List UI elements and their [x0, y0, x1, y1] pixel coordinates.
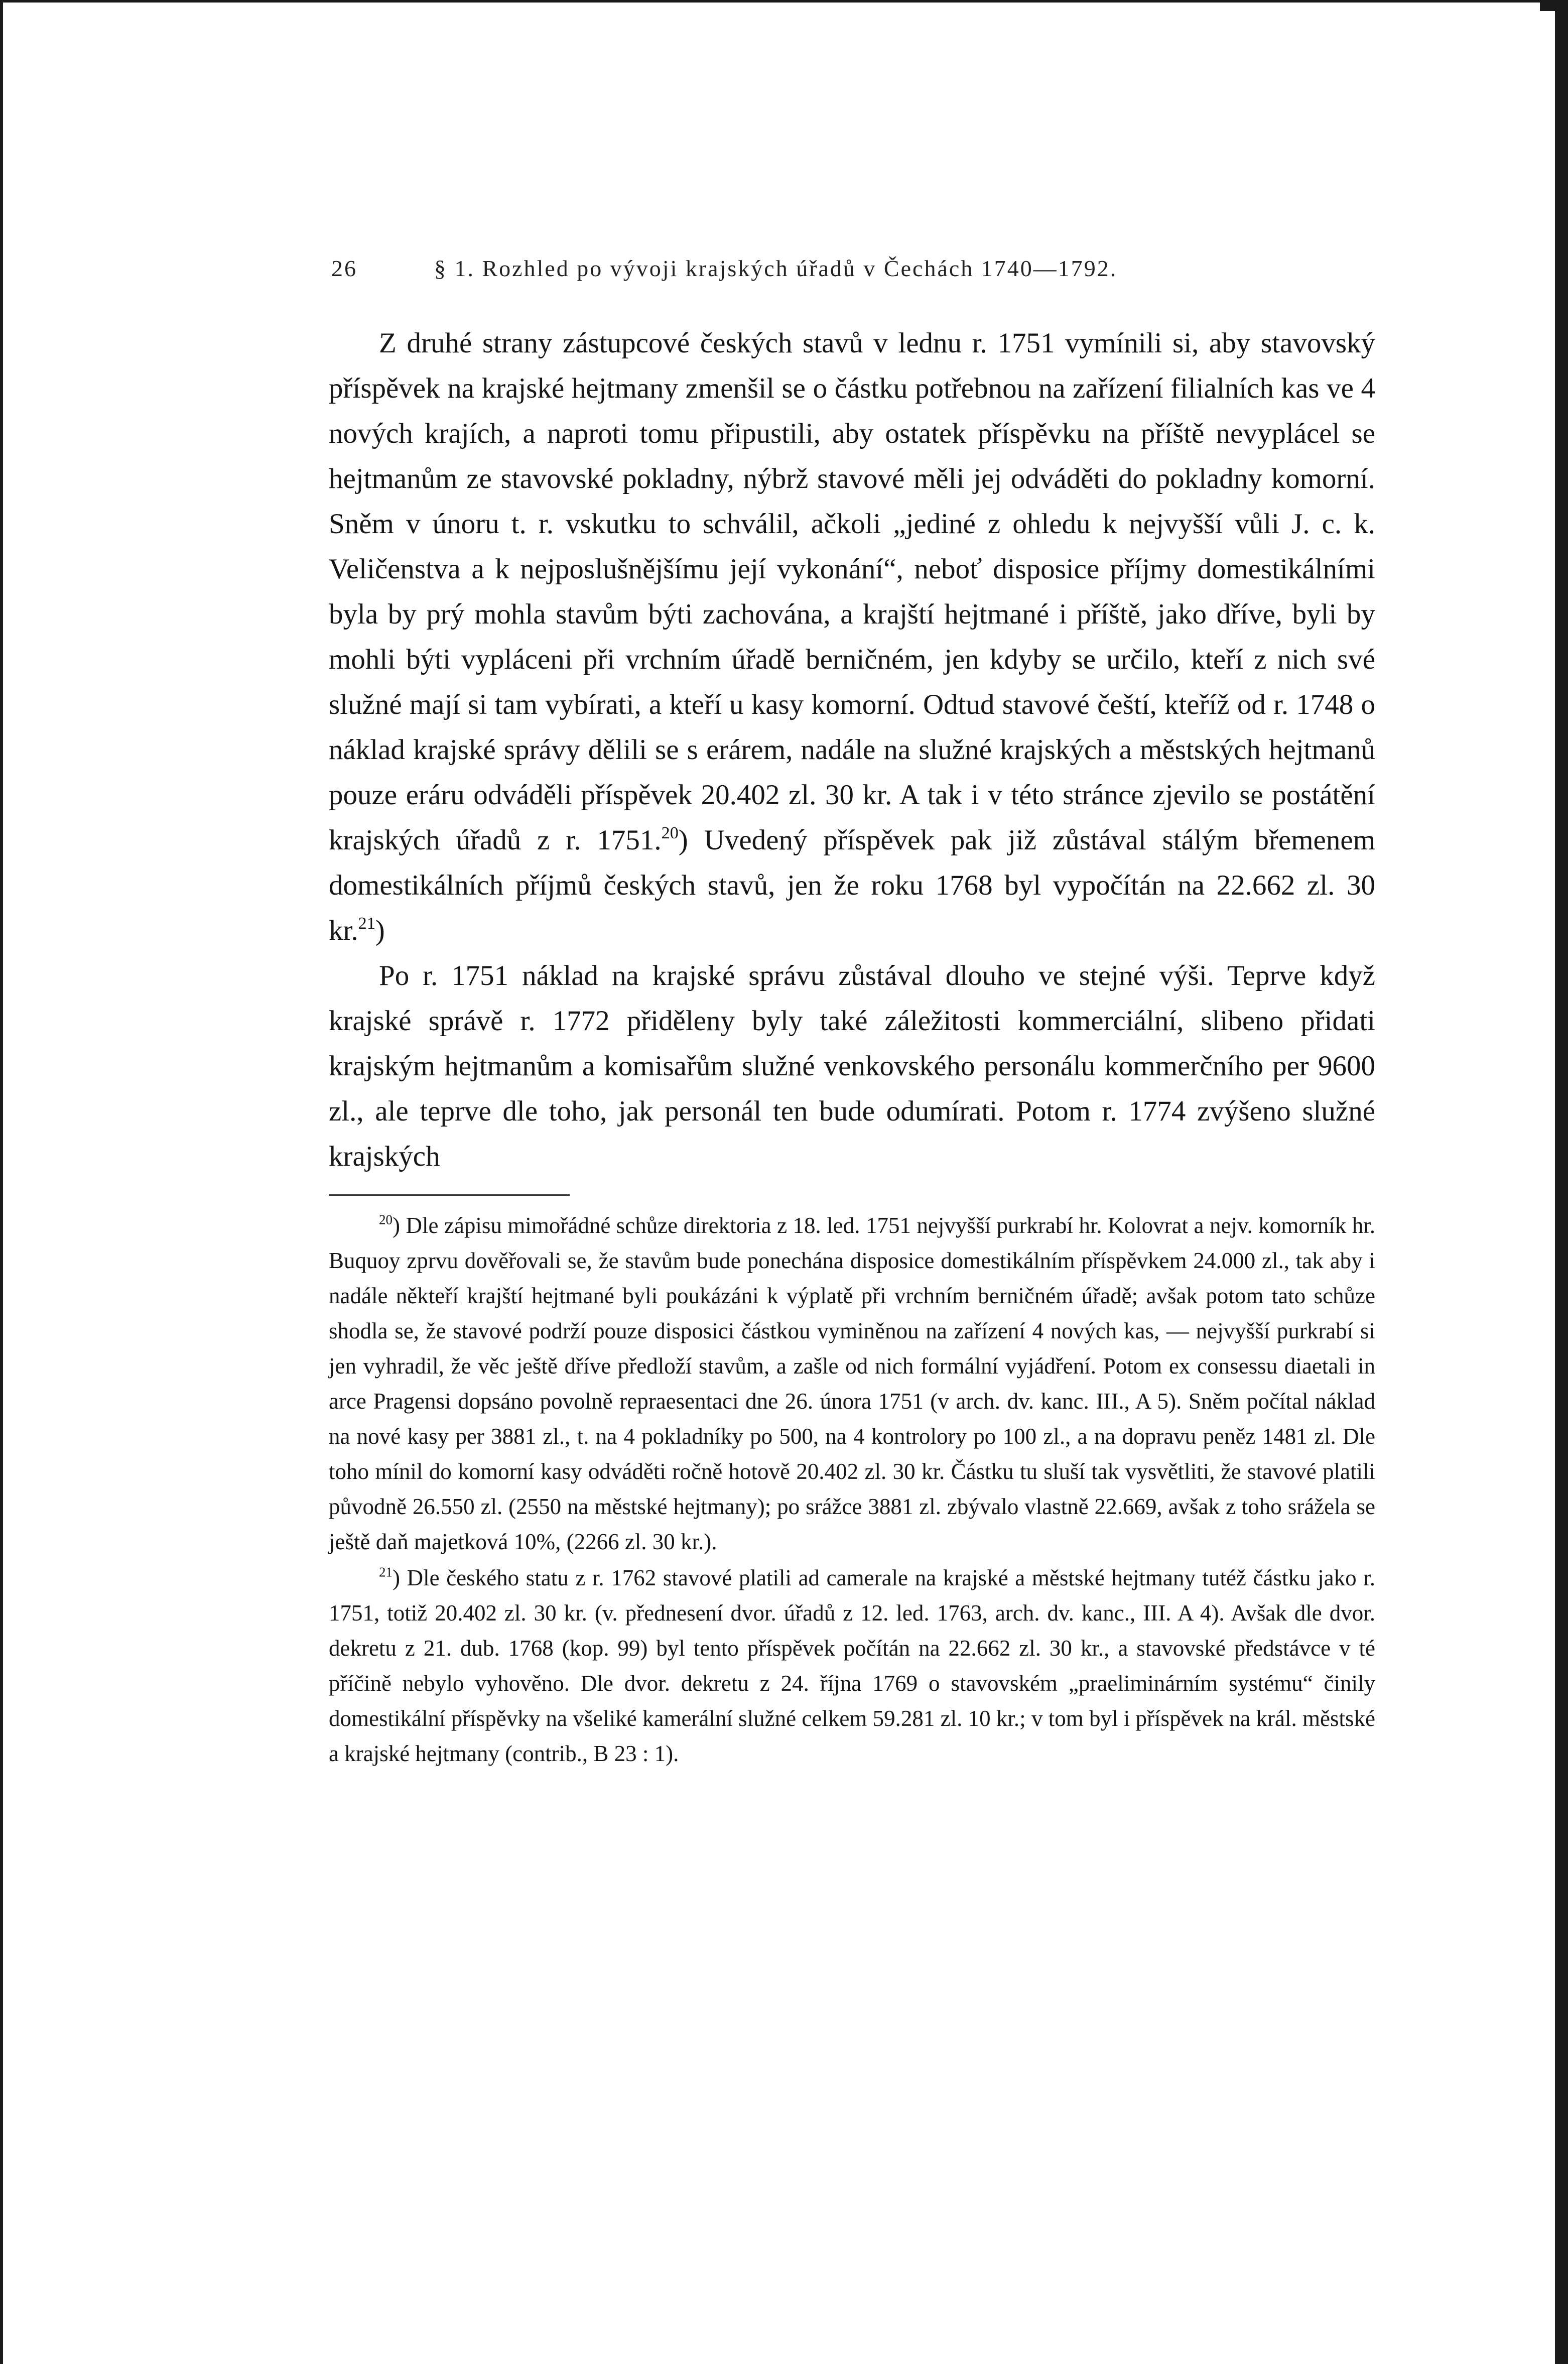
book-page — [329, 255, 1375, 1771]
scan-border-notch — [1540, 0, 1555, 11]
paragraph-2: Po r. 1751 náklad na krajské správu zůstával dlouho ve stejné výši. Teprve když krajské správě r. 1772 přiděleny byly také záležitosti kommerciální, slibeno přidati krajským hejtmanům a komisařům služné venkovského personálu kommerčního per 9600 zl., ale teprve dle toho, jak personál ten bude odumírati. Potom r. 1774 zvýšeno služné krajských — [329, 960, 1375, 1172]
footnote-21-text: Dle českého statu z r. 1762 stavové platili ad camerale na krajské a městské hejtmany tutéž částku jako r. 1751, totiž 20.402 zl. 30 kr. (v. přednesení dvor. úřadů z 12. led. 1763, arch. dv. kanc., III. A 4). Avšak dle dvor. dekretu z 21. dub. 1768 (kop. 99) byl tento příspěvek počítán na 22.662 zl. 30 kr., a stavovské předstávce v té příčině nebylo vyhověno. Dle dvor. dekretu z 24. října 1769 o stavovském „praeliminárním systému“ činily domestikální příspěvky na všeliké kamerální služné celkem 59.281 zl. 10 kr.; v tom byl i příspěvek na král. městské a krajské hejtmany (contrib., B 23 : 1). — [329, 1565, 1375, 1766]
footnote-rule — [329, 1194, 570, 1196]
running-head — [331, 255, 1375, 282]
footnote-20 — [329, 1208, 1375, 1559]
footnote-21 — [329, 1560, 1375, 1771]
scan-border-right — [1555, 0, 1568, 2364]
body-text — [329, 321, 1375, 1179]
footnote-ref-20: 20 — [661, 823, 679, 842]
footnote-20-text: Dle zápisu mimořádné schůze direktoria z 18. led. 1751 nejvyšší purkrabí hr. Kolovrat a nejv. komorník hr. Buquoy zprvu dověřovali se, že stavům bude ponechána disposice domestikálním příspěvkem 24.000 zl., tak aby i nadále někteří krajští hejtmané byli poukázáni k výplatě při vrchním berničném úřadě; avšak potom tato schůze shodla se, že stavové podrží pouze disposici částkou vyminěnou na zařízení 4 nových kas, — nejvyšší purkrabí si jen vyhradil, že věc ještě dříve předloží stavům, a zašle od nich formální vyjádření. Potom ex consessu diaetali in arce Pragensi dopsáno povolně repraesentaci dne 26. února 1751 (v arch. dv. kanc. III., A 5). Sněm počítal náklad na nové kasy per 3881 zl., t. na 4 pokladníky po 500, na 4 kontrolory po 100 zl., a na dopravu peněz 1481 zl. Dle toho mínil do komorní kasy odváděti ročně hotově 20.402 zl. 30 kr. Částku tu sluší tak vysvětliti, že stavové platili původně 26.550 zl. (2550 na městské hejtmany); po srážce 3881 zl. zbývalo vlastně 22.669, avšak z toho srážela se ještě daň majetková 10%, (2266 zl. 30 kr.). — [329, 1213, 1375, 1554]
footnote-ref-20-paren: ) — [678, 824, 688, 856]
footnote-21-paren: ) — [393, 1565, 407, 1590]
footnote-ref-21: 21 — [358, 914, 375, 933]
paragraph-1-continuation: Uvedený příspěvek pak již zůstával stálým břemenem domestikálních příjmů českých stavů, jen že roku 1768 byl vypočítán na 22.662 zl. 30 kr. — [329, 824, 1375, 946]
page-number: 26 — [331, 256, 357, 281]
paragraph-1-text: Z druhé strany zástupcové českých stavů v lednu r. 1751 vymínili si, aby stavovský příspěvek na krajské hejtmany zmenšil se o částku potřebnou na zařízení filialních kas ve 4 nových krajích, a naproti tomu připustili, aby ostatek příspěvku na příště nevyplácel se hejtmanům ze stavovské pokladny, nýbrž stavové měli jej odváděti do pokladny komorní. Sněm v únoru t. r. vskutku to schválil, ačkoli „jediné z ohledu k nejvyšší vůli J. c. k. Veličenstva a k nejposlušnějšímu její vykonání“, neboť disposice příjmy domestikálními byla by prý mohla stavům býti zachována, a krajští hejtmané i příště, jako dříve, byli by mohli býti vypláceni při vrchním úřadě berničném, jen kdyby se určilo, kteří z nich své služné mají si tam vybírati, a kteří u kasy komorní. Odtud stavové čeští, kteříž od r. 1748 o náklad krajské správy dělili se s erárem, nadále na služné krajských a městských hejtmanů pouze eráru odváděli příspěvek 20.402 zl. 30 kr. A tak i v této stránce zjevilo se postátění krajských úřadů z r. 1751. — [329, 327, 1375, 856]
paragraph-1 — [329, 321, 1375, 953]
running-title: § 1. Rozhled po vývoji krajských úřadů v Čechách 1740—1792. — [434, 256, 1118, 281]
scan-border-top — [0, 0, 1568, 3]
footnote-ref-21-paren: ) — [375, 915, 385, 946]
footnotes — [329, 1208, 1375, 1771]
scan-border-left — [0, 0, 3, 2364]
footnote-20-paren: ) — [393, 1213, 406, 1238]
footnote-20-marker: 20 — [379, 1212, 393, 1227]
footnote-21-marker: 21 — [379, 1564, 393, 1580]
